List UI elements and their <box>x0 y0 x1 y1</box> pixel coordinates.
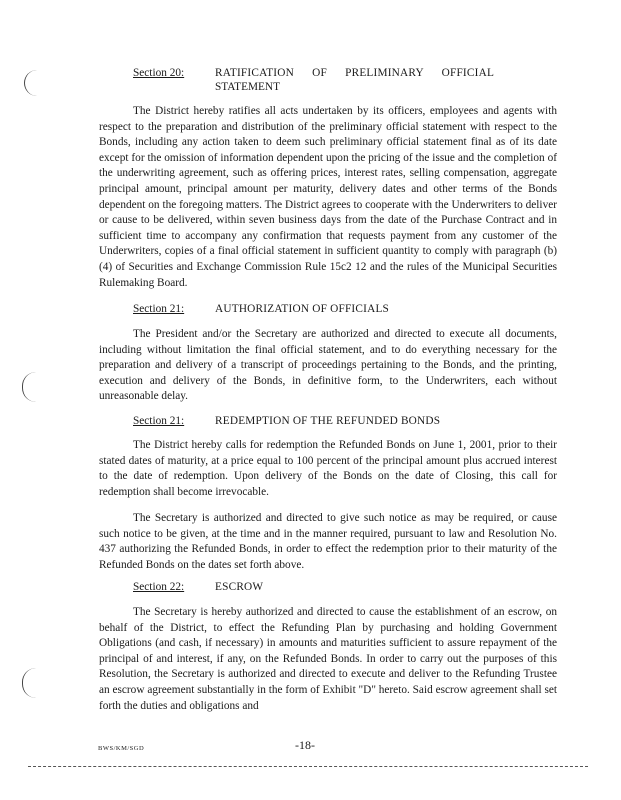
footer-document-code: BWS/KM/SGD <box>98 745 145 752</box>
section-21b-label: Section 21: <box>133 415 185 427</box>
section-21b-title: REDEMPTION OF THE REFUNDED BONDS <box>215 415 441 427</box>
section-21b-paragraph-1: The District hereby calls for redemption the Refunded Bonds on June 1, 2001, prior to their stated dates of maturity, at a price equal to 100 percent of the principal amount plus accrued interest to the date of redemption. Upon delivery of the Bonds on the date of Closing, this call for redemption shall become irrevocable. <box>99 439 557 498</box>
page-number: -18- <box>295 738 315 752</box>
section-22-paragraph: The Secretary is hereby authorized and directed to cause the establishment of an escrow, on behalf of the District, to effect the Refunding Plan by purchasing and holding Government Obligations (and cash, if necessary) in amounts and maturities sufficient to assure repayment of the principal of and interest, if any, on the Refunded Bonds. In order to carry out the purposes of this Resolution, the Secretary is authorized and directed to execute and deliver to the Refunding Trustee an escrow agreement substantially in the form of Exhibit "D" hereto. Said escrow agreement shall set forth the duties and obligations and <box>99 606 557 712</box>
section-21b-paragraph-2: The Secretary is authorized and directed to give such notice as may be required, or cause such notice to be given, at the time and in the manner required, pursuant to law and Resolution No. 437 authorizing the Refunded Bonds, in order to effect the redemption prior to their maturity of the Refunded Bonds on the dates set forth above. <box>99 512 557 571</box>
section-20-heading <box>133 66 494 80</box>
section-21-label: Section 21: <box>133 303 185 315</box>
section-22-label: Section 22: <box>133 581 185 593</box>
section-20-title-line2: STATEMENT <box>215 81 280 93</box>
section-21b-heading <box>133 414 440 428</box>
section-21-body <box>99 327 557 405</box>
section-20-label: Section 20: <box>133 67 185 79</box>
section-21-paragraph: The President and/or the Secretary are authorized and directed to execute all documents, including without limitation the final official statement, and to do everything necessary for the preparation and delivery of a transcript of proceedings pertaining to the Bonds, and the printing, execution and delivery of the Bonds, in definitive form, to the Underwriters, each without unreasonable delay. <box>99 328 557 403</box>
section-20-paragraph: The District hereby ratifies all acts undertaken by its officers, employees and agents with respect to the preparation and distribution of the preliminary official statement with respect to the Bonds, including any action taken to deem such preliminary official statement final as of its date except for the omission of information dependent upon the pricing of the issue and the completion of the underwriting agreement, such as offering prices, interest rates, selling compensation, aggregate principal amount, principal amount per maturity, delivery dates and other terms of the Bonds dependent on the foregoing matters. The District agrees to cooperate with the Underwriters to deliver or cause to be delivered, within seven business days from the date of the Purchase Contract and in sufficient time to accompany any confirmation that requests payment from any customer of the Underwriters, copies of a final official statement in sufficient quantity to comply with paragraph (b)(4) of Securities and Exchange Commission Rule 15c2 12 and the rules of the Municipal Securities Rulemaking Board. <box>99 105 557 289</box>
section-20-body <box>99 104 557 291</box>
section-21-title: AUTHORIZATION OF OFFICIALS <box>215 303 390 315</box>
section-21b-body-2 <box>99 511 557 573</box>
section-21b-body-1 <box>99 438 557 500</box>
section-22-body <box>99 605 557 714</box>
punch-hole-mark <box>22 668 41 698</box>
scan-artifact-line <box>28 766 588 767</box>
punch-hole-mark <box>22 372 41 402</box>
section-21-heading <box>133 302 389 316</box>
section-22-title: ESCROW <box>215 581 264 593</box>
section-22-heading <box>133 580 263 594</box>
section-20-title-line1: RATIFICATION OF PRELIMINARY OFFICIAL <box>215 67 495 79</box>
punch-hole-mark <box>24 70 37 96</box>
